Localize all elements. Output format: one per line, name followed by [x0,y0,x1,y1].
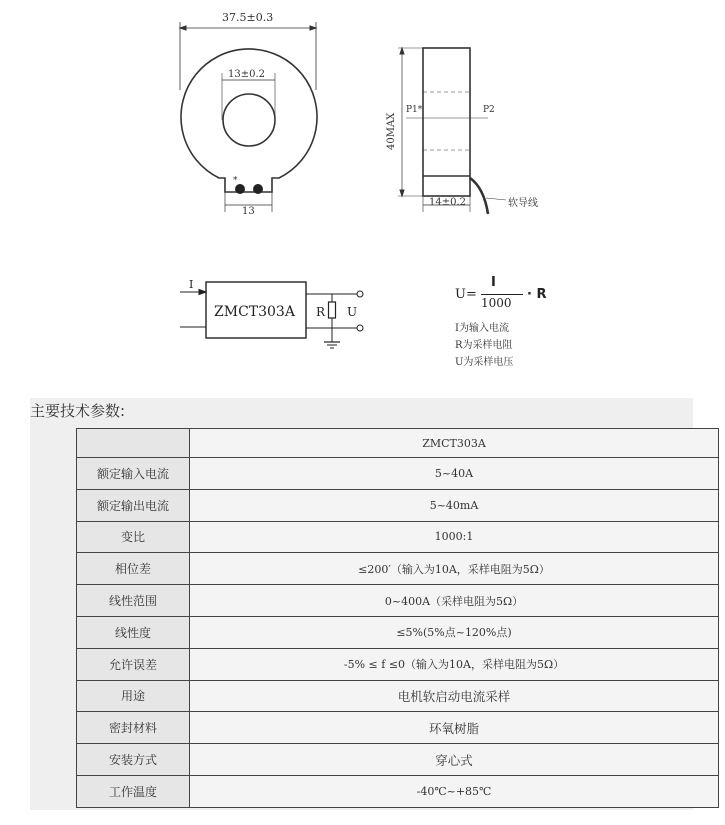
specs-table [76,428,719,808]
param-value: 环氧树脂 [190,712,719,744]
inner-diameter-label: 13±0.2 [228,69,266,80]
formula-lhs: U= [455,287,477,302]
param-value: 0~400A（采样电阻为5Ω） [190,585,719,617]
param-label: 密封材料 [77,712,190,744]
circuit-r-label: R [316,305,326,319]
p1-label: P1* [406,105,423,115]
param-value: 5~40A [190,458,719,490]
param-label: 允许误差 [77,648,190,680]
pin-right [253,184,263,194]
table-row [77,680,719,712]
circuit-u-label: U [347,305,358,319]
outer-diameter-label: 37.5±0.3 [222,11,274,24]
technical-drawing [0,0,725,395]
formula-desc-r: R为采样电阻 [455,340,513,351]
table-header-model: ZMCT303A [190,429,719,458]
param-value: 穿心式 [190,744,719,776]
param-value: -40℃~+85℃ [190,775,719,807]
formula-denominator: 1000 [481,296,512,310]
lead-wire-label: 软导线 [508,198,538,209]
pin-spacing-label: 13 [242,206,255,217]
front-view [180,22,317,212]
param-label: 变比 [77,521,190,553]
height-label: 40MAX [386,112,397,150]
circuit-model-label: ZMCT303A [214,304,295,320]
circuit-input-label: I [189,278,194,291]
p2-label: P2 [483,105,495,115]
param-label: 线性度 [77,616,190,648]
toroid-hole [223,94,275,146]
formula-rhs: · R [527,287,547,302]
table-row [77,616,719,648]
table-header-row [77,429,719,458]
table-row [77,585,719,617]
param-label: 安装方式 [77,744,190,776]
table-row [77,458,719,490]
param-value: 1000:1 [190,521,719,553]
pin-mark: * [233,176,238,186]
table-row [77,775,719,807]
width-label: 14±0.2 [429,197,467,208]
param-value: ≤200′（输入为10A，采样电阻为5Ω） [190,553,719,585]
table-row [77,712,719,744]
param-value: -5% ≤ f ≤0（输入为10A，采样电阻为5Ω） [190,648,719,680]
param-label: 工作温度 [77,775,190,807]
param-value: 电机软启动电流采样 [190,680,719,712]
specs-panel [30,398,693,810]
param-label: 线性范围 [77,585,190,617]
side-view [398,48,506,214]
formula-block [455,275,615,375]
table-header-blank [77,429,190,458]
param-value: ≤5%(5%点~120%点) [190,616,719,648]
formula-fraction-bar [481,294,523,295]
table-row [77,489,719,521]
formula-desc-i: I为输入电流 [455,323,509,334]
param-label: 用途 [77,680,190,712]
table-row [77,648,719,680]
param-label: 额定输出电流 [77,489,190,521]
param-label: 额定输入电流 [77,458,190,490]
table-row [77,553,719,585]
param-value: 5~40mA [190,489,719,521]
formula-numerator: I [491,275,496,290]
param-label: 相位差 [77,553,190,585]
table-row [77,744,719,776]
formula-desc-u: U为采样电压 [455,357,514,368]
specs-title: 主要技术参数: [30,402,126,420]
table-row [77,521,719,553]
